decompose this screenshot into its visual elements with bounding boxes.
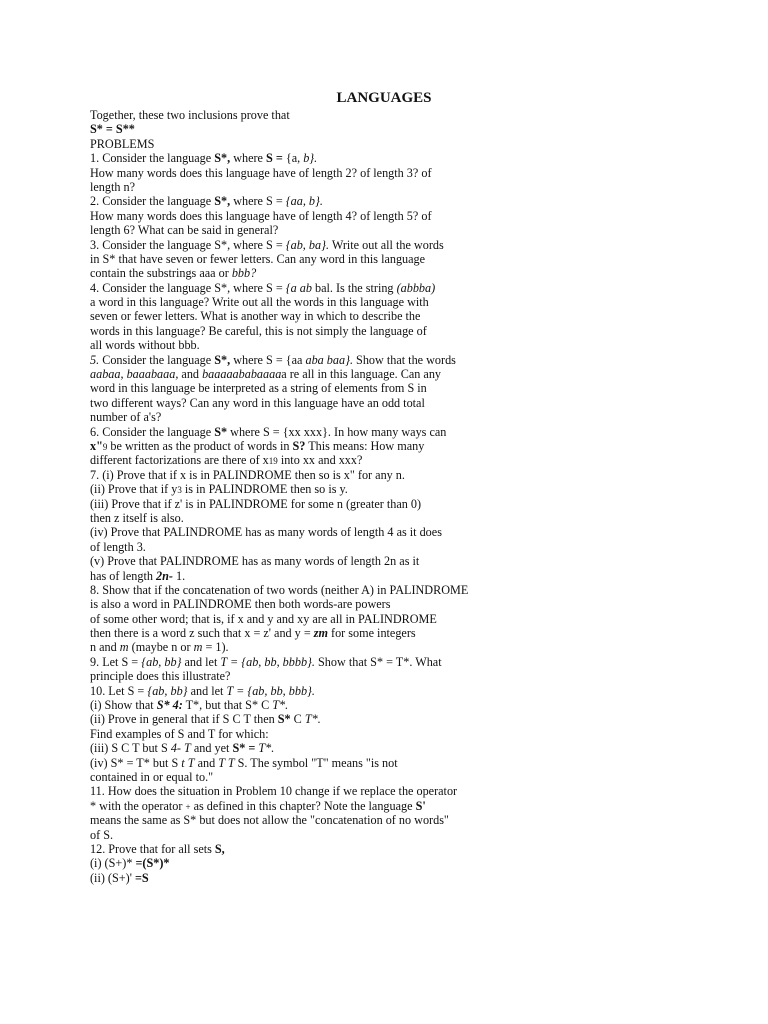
text-line [90, 784, 690, 798]
text-run: S*, [214, 352, 231, 367]
text-run: m [193, 640, 203, 655]
text-run: (iv) Prove that PALINDROME has as many words of length 4 as it does [90, 525, 442, 540]
text-run: contained in or equal to." [90, 769, 214, 784]
text-run: (iv) S* = T* but S [90, 755, 182, 770]
text-run: {a, [282, 151, 304, 166]
text-run: 19 [268, 456, 278, 467]
text-line [90, 856, 690, 870]
text-run: (abbba) [396, 280, 436, 295]
text-line [90, 842, 690, 856]
text-run: and let [187, 683, 227, 698]
text-run: T = {ab, bb, bbb}. [226, 683, 315, 698]
text-run: S? [292, 438, 306, 453]
text-run: aba baa}. [305, 352, 353, 367]
text-run: S. The symbol "T" means "is not [234, 755, 398, 770]
text-run: =S [134, 870, 149, 885]
text-run: where [230, 151, 267, 166]
text-line [90, 137, 690, 151]
text-run: of length 3. [90, 539, 146, 554]
text-line [90, 871, 690, 885]
text-run: 7. (i) Prove that if x is in PALINDROME then so is x" for any n. [90, 467, 405, 482]
text-run: (ii) Prove in general that if S C T then [90, 712, 278, 727]
text-run: 12. Prove that for all sets [90, 841, 215, 856]
text-run: and [178, 367, 203, 382]
text-run: baaaaababaaaa [202, 367, 282, 382]
text-run: then z itself is also. [90, 510, 184, 525]
text-run: How many words does this language have of length 2? of length 3? of [90, 165, 432, 180]
text-run: of S. [90, 827, 114, 842]
text-run: means the same as S* but does not allow the "concatenation of no words" [90, 813, 449, 828]
text-run: T*. [258, 741, 275, 756]
text-run: S* [214, 424, 228, 439]
text-run: and let [181, 654, 221, 669]
text-line [90, 166, 690, 180]
text-run: n and [90, 640, 120, 655]
text-run: Find examples of S and T for which: [90, 726, 269, 741]
text-line [90, 151, 690, 165]
text-line [90, 439, 690, 453]
text-run: two different ways? Can any word in this language have an odd total [90, 395, 425, 410]
text-line [90, 367, 690, 381]
text-run: is in PALINDROME then so is y. [181, 482, 348, 497]
text-line [90, 266, 690, 280]
text-run: Write out all the words [329, 237, 444, 252]
text-line [90, 194, 690, 208]
text-run: then there is a word z such that x = z' and y = [90, 626, 314, 641]
text-run: 2. Consider the language [90, 194, 215, 209]
text-line [90, 525, 690, 539]
text-run: word in this language be interpreted as a string of elements from S in [90, 381, 427, 396]
text-run: be written as the product of words in [107, 438, 293, 453]
text-line [90, 396, 690, 410]
text-run: This means: How many [305, 438, 425, 453]
text-run: Together, these two inclusions prove that [90, 108, 290, 122]
text-run: where S = {xx xxx}. In how many ways can [227, 424, 447, 439]
text-run: T*. [304, 712, 321, 727]
text-line [90, 468, 690, 482]
text-run: for some integers [327, 626, 416, 641]
text-run: {a ab [285, 280, 312, 295]
text-line [90, 540, 690, 554]
text-run: as defined in this chapter? Note the language [190, 798, 416, 813]
text-run: 3. Consider the language S*, where S = [90, 237, 286, 252]
text-run: x" [90, 438, 103, 453]
text-run: principle does this illustrate? [90, 669, 231, 684]
text-run: 9 [102, 441, 108, 452]
text-line [90, 410, 690, 424]
text-line [90, 180, 690, 194]
text-line [90, 309, 690, 323]
text-line [90, 425, 690, 439]
text-run: 1. [172, 568, 186, 583]
text-run: of some other word; that is, if x and y and xy are all in PALINDROME [90, 611, 437, 626]
text-line [90, 122, 690, 136]
text-run: 4. Consider the language S*, where S = [90, 280, 286, 295]
text-line [90, 281, 690, 295]
text-run: C [290, 712, 305, 727]
document-body [90, 108, 690, 885]
text-run: (i) Show that [90, 698, 157, 713]
text-run: * with the operator [90, 798, 186, 813]
text-run: has of length [90, 568, 157, 583]
page-title: LANGUAGES [336, 90, 432, 106]
text-run: 6. Consider the language [90, 424, 215, 439]
text-line [90, 554, 690, 568]
text-run: bbb? [231, 266, 257, 281]
text-line [90, 669, 690, 683]
text-run: a word in this language? Write out all the words in this language with [90, 295, 429, 310]
text-run: S = [266, 151, 283, 166]
text-run: {ab, bb} [147, 683, 188, 698]
text-run: {ab, ba}. [285, 237, 330, 252]
text-run: S* 4: [156, 698, 183, 713]
text-run: seven or fewer letters. What is another way in which to describe the [90, 309, 421, 324]
text-line [90, 482, 690, 496]
text-line [90, 108, 690, 122]
text-line [90, 712, 690, 726]
text-run: length n? [90, 179, 136, 194]
text-line [90, 497, 690, 511]
text-run: into xx and xxx? [277, 453, 363, 468]
text-run: all words without bbb. [90, 338, 200, 353]
text-run: m [119, 640, 129, 655]
text-run: Show that S* = T*. What [314, 654, 442, 669]
text-run: 8. Show that if the concatenation of two words (neither A) in PALINDROME [90, 582, 469, 597]
text-line [90, 770, 690, 784]
text-run: words in this language? Be careful, this is not simply the language of [90, 323, 427, 338]
text-run: 5. [90, 352, 100, 367]
text-run: Show that the words [353, 352, 456, 367]
text-run: (i) (S+)* [90, 856, 136, 871]
text-run: S*, [214, 151, 231, 166]
text-run: b}. [303, 151, 318, 166]
text-line [90, 583, 690, 597]
text-run: 11. How does the situation in Problem 10 change if we replace the operator [90, 784, 458, 799]
text-line [90, 684, 690, 698]
text-run: (maybe n or [128, 640, 194, 655]
text-run: + [185, 801, 191, 812]
text-line [90, 223, 690, 237]
text-run: 2n- [156, 568, 173, 583]
text-run: {aa, b}. [285, 194, 323, 209]
text-run: How many words does this language have of length 4? of length 5? of [90, 208, 432, 223]
text-run: where S = [230, 194, 286, 209]
text-run: (ii) Prove that if y [90, 482, 178, 497]
text-run: S*, [214, 194, 231, 209]
text-run: t T [181, 755, 195, 770]
text-run: Consider the language [99, 352, 215, 367]
text-line [90, 813, 690, 827]
text-line [90, 640, 690, 654]
text-run: (ii) (S+)' [90, 870, 135, 885]
text-run: (iii) Prove that if z' is in PALINDROME for some n (greater than 0) [90, 496, 422, 511]
text-run: T*. [272, 698, 289, 713]
text-run: 10. Let S = [90, 683, 148, 698]
text-line [90, 626, 690, 640]
text-run: =(S*)* [135, 856, 170, 871]
text-line [90, 799, 690, 813]
text-line [90, 569, 690, 583]
text-run: a re all in this language. Can any [281, 367, 442, 382]
text-run: S* [277, 712, 291, 727]
text-line [90, 238, 690, 252]
text-line [90, 353, 690, 367]
text-line [90, 597, 690, 611]
text-run: number of a's? [90, 410, 162, 425]
text-run: zm [313, 626, 328, 641]
text-line [90, 381, 690, 395]
text-line [90, 828, 690, 842]
text-run: bal. Is the string [311, 280, 397, 295]
text-run: (iii) S C T but S [90, 741, 171, 756]
text-line [90, 511, 690, 525]
text-line [90, 727, 690, 741]
text-run: 9. Let S = [90, 654, 142, 669]
text-line [90, 612, 690, 626]
text-run: and [194, 755, 219, 770]
text-run: contain the substrings aaa or [90, 266, 232, 281]
text-run: S* = S** [90, 122, 135, 137]
text-run: 4- T [170, 741, 191, 756]
text-line [90, 295, 690, 309]
text-line [90, 741, 690, 755]
text-run: S* = [232, 741, 256, 756]
text-run: in S* that have seven or fewer letters. Can any word in this language [90, 251, 426, 266]
text-run: PROBLEMS [90, 136, 155, 151]
text-run: T*, but that S* C [182, 698, 273, 713]
text-run: S' [415, 798, 426, 813]
text-line [90, 756, 690, 770]
text-run: S, [214, 841, 225, 856]
text-run: and yet [190, 741, 233, 756]
text-run: 3 [177, 485, 182, 496]
text-run: where S = {aa [230, 352, 306, 367]
text-run: is also a word in PALINDROME then both words-are powers [90, 597, 391, 612]
text-run: = 1). [202, 640, 229, 655]
text-line [90, 338, 690, 352]
text-line [90, 655, 690, 669]
text-line [90, 209, 690, 223]
text-run: (v) Prove that PALINDROME has as many words of length 2n as it [90, 554, 420, 569]
text-run: T T [218, 755, 235, 770]
text-line [90, 324, 690, 338]
text-run: aabaa, baaabaaa, [90, 367, 179, 382]
text-line [90, 252, 690, 266]
text-line [90, 453, 690, 467]
text-run: 1. Consider the language [90, 151, 215, 166]
text-run: length 6? What can be said in general? [90, 223, 279, 238]
text-run: different factorizations are there of x [90, 453, 269, 468]
text-run: {ab, bb} [141, 654, 182, 669]
text-run: T = {ab, bb, bbbb}. [220, 654, 315, 669]
text-line [90, 698, 690, 712]
